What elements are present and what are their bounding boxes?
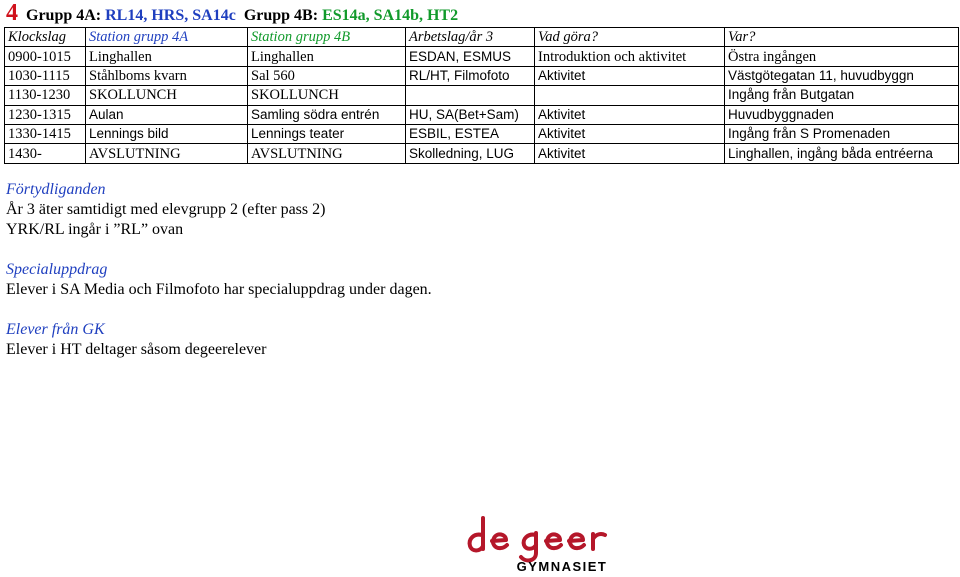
gk-block	[6, 320, 432, 360]
table-row	[5, 144, 959, 163]
table-cell: Samling södra entrén	[248, 105, 406, 124]
page-heading	[6, 0, 458, 26]
clarifications-title: Förtydliganden	[6, 181, 106, 198]
table-header-row	[5, 28, 959, 47]
table-cell: 1130-1230	[5, 86, 86, 105]
group-a-stations: RL14, HRS, SA14c	[105, 7, 236, 24]
notes-section	[6, 180, 432, 380]
table-cell: Ingång från Butgatan	[725, 86, 959, 105]
table-cell: Linghallen, ingång båda entréerna	[725, 144, 959, 163]
table-cell: Introduktion och aktivitet	[535, 47, 725, 66]
table-row	[5, 86, 959, 105]
table-row	[5, 47, 959, 66]
group-b-label: Grupp 4B:	[243, 7, 319, 24]
table-cell: Aktivitet	[535, 124, 725, 143]
table-cell: Lennings teater	[248, 124, 406, 143]
gk-title: Elever från GK	[6, 321, 105, 338]
header-cell: Vad göra?	[535, 28, 725, 47]
table-cell: HU, SA(Bet+Sam)	[406, 105, 535, 124]
table-cell: SKOLLUNCH	[248, 86, 406, 105]
special-block	[6, 260, 432, 300]
table-cell: Ingång från S Promenaden	[725, 124, 959, 143]
table-cell	[406, 86, 535, 105]
table-cell: 1230-1315	[5, 105, 86, 124]
table-cell: 1330-1415	[5, 124, 86, 143]
table-cell: Huvudbyggnaden	[725, 105, 959, 124]
header-cell: Klockslag	[5, 28, 86, 47]
table-cell: 1430-	[5, 144, 86, 163]
header-cell: Arbetslag/år 3	[406, 28, 535, 47]
table-cell: AVSLUTNING	[248, 144, 406, 163]
logo-subtitle: GYMNASIET	[516, 559, 608, 574]
table-cell: Aulan	[86, 105, 248, 124]
table-cell: RL/HT, Filmofoto	[406, 66, 535, 85]
table-cell: Ståhlboms kvarn	[86, 66, 248, 85]
gk-text: Elever i HT deltager såsom degeerelever	[6, 341, 267, 358]
table-cell: ESBIL, ESTEA	[406, 124, 535, 143]
header-cell: Station grupp 4B	[248, 28, 406, 47]
schedule-table	[4, 27, 959, 164]
special-title: Specialuppdrag	[6, 261, 108, 278]
table-row	[5, 66, 959, 85]
special-text: Elever i SA Media och Filmofoto har specialuppdrag under dagen.	[6, 281, 432, 298]
table-cell: Skolledning, LUG	[406, 144, 535, 163]
table-cell: Aktivitet	[535, 105, 725, 124]
table-cell: Östra ingången	[725, 47, 959, 66]
table-cell: Linghallen	[86, 47, 248, 66]
group-a-label: Grupp 4A:	[26, 7, 102, 24]
table-cell: Aktivitet	[535, 144, 725, 163]
table-cell: Aktivitet	[535, 66, 725, 85]
group-number: 4	[6, 0, 18, 26]
group-b-stations: ES14a, SA14b, HT2	[322, 7, 459, 24]
header-cell: Var?	[725, 28, 959, 47]
table-row	[5, 124, 959, 143]
de-geer-logo	[462, 513, 662, 575]
clarifications-block	[6, 180, 432, 240]
clarification-line: År 3 äter samtidigt med elevgrupp 2 (efter pass 2)	[6, 201, 326, 218]
table-cell: ESDAN, ESMUS	[406, 47, 535, 66]
table-cell: Linghallen	[248, 47, 406, 66]
table-cell: Sal 560	[248, 66, 406, 85]
table-row	[5, 105, 959, 124]
table-cell	[535, 86, 725, 105]
table-cell: 0900-1015	[5, 47, 86, 66]
table-cell: Västgötegatan 11, huvudbyggn	[725, 66, 959, 85]
table-cell: Lennings bild	[86, 124, 248, 143]
table-cell: 1030-1115	[5, 66, 86, 85]
table-cell: AVSLUTNING	[86, 144, 248, 163]
clarification-line: YRK/RL ingår i ”RL” ovan	[6, 221, 184, 238]
header-cell: Station grupp 4A	[86, 28, 248, 47]
table-cell: SKOLLUNCH	[86, 86, 248, 105]
